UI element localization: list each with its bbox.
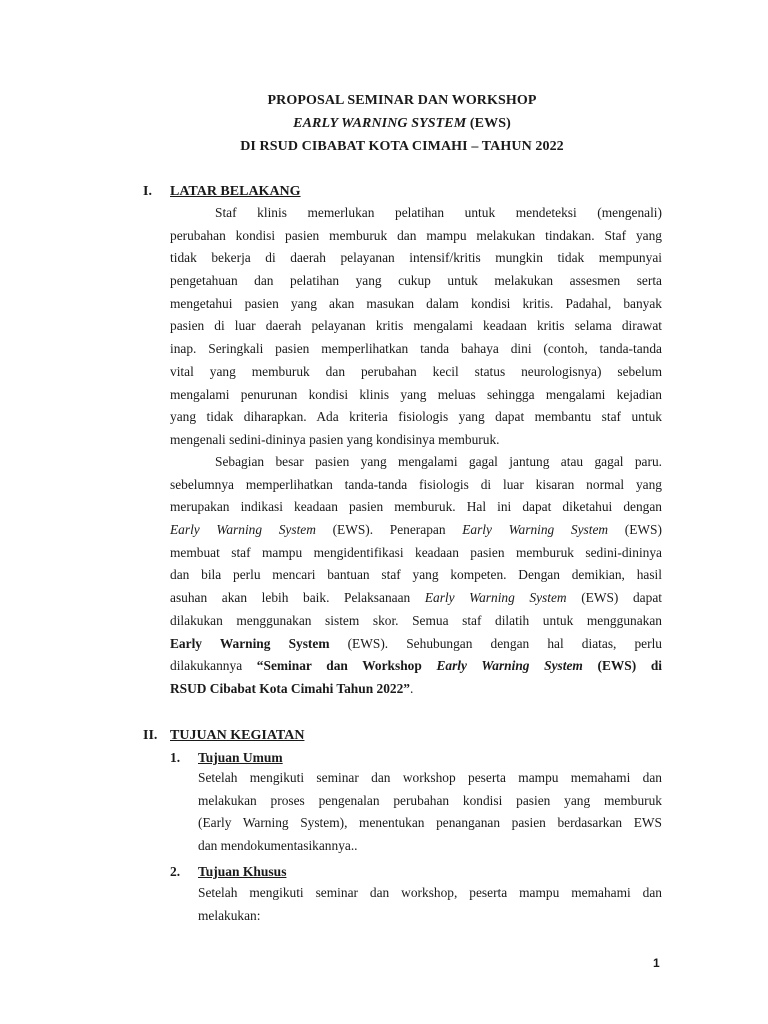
text-line: Setelah mengikuti seminar dan workshop peserta mampu memahami dan xyxy=(198,770,662,785)
text-fragment: (EWS). Sehubungan dengan hal diatas, perlu xyxy=(329,635,662,651)
text-line xyxy=(170,587,662,610)
text-line: melakukan proses pengenalan perubahan kondisi pasien yang memburuk xyxy=(198,792,662,808)
text-line: mengetahui pasien yang akan masukan dalam kondisi kritis. Padahal, banyak xyxy=(170,295,662,311)
section-2-heading: TUJUAN KEGIATAN xyxy=(170,728,305,743)
text-line: membuat staf mampu mengidentifikasi keadaan pasien memburuk sedini-dininya xyxy=(170,544,662,560)
background-paragraph-2 xyxy=(170,451,662,701)
document-title: PROPOSAL SEMINAR DAN WORKSHOP xyxy=(267,93,537,108)
text-line xyxy=(170,655,662,678)
text-line xyxy=(170,678,662,701)
text-line: yang tidak diharapkan. Ada kriteria fisiologis yang dapat membantu staf untuk xyxy=(170,409,662,425)
text-fragment: . xyxy=(409,680,414,696)
subsection-2-heading: Tujuan Khusus xyxy=(198,864,287,879)
text-line: tidak bekerja di daerah pelayanan intensif/kritis mungkin tidak mempunyai xyxy=(170,250,662,266)
event-name-bold: “Seminar dan Workshop xyxy=(256,658,437,674)
subsection-1-heading: Tujuan Umum xyxy=(198,750,283,765)
specific-objective-paragraph xyxy=(198,882,662,927)
ews-term-bold-italic: Early Warning System xyxy=(436,658,583,674)
text-fragment: dilakukannya xyxy=(170,658,257,674)
text-line: Sebagian besar pasien yang mengalami gagal jantung atau gagal paru. xyxy=(215,454,662,469)
ews-term: Early Warning System xyxy=(424,590,567,606)
text-fragment: (EWS). Penerapan xyxy=(315,522,463,538)
text-line: pengetahuan dan pelatihan yang cukup untuk melakukan assesmen serta xyxy=(170,273,662,289)
text-line: pasien di luar daerah pelayanan kritis mengalami keadaan kritis selama dirawat xyxy=(170,318,662,334)
document-location-line: DI RSUD CIBABAT KOTA CIMAHI – TAHUN 2022 xyxy=(240,139,564,154)
text-line: Setelah mengikuti seminar dan workshop, peserta mampu memahami dan xyxy=(198,885,662,900)
subtitle-italic: EARLY WARNING SYSTEM xyxy=(293,116,467,131)
background-paragraph-1 xyxy=(170,202,662,452)
text-line: merupakan indikasi keadaan pasien memburuk. Hal ini dapat diketahui dengan xyxy=(170,499,662,515)
text-line: Staf klinis memerlukan pelatihan untuk mendeteksi (mengenali) xyxy=(215,205,662,220)
ews-term: Early Warning System xyxy=(462,522,609,538)
section-2-number: II. xyxy=(143,728,158,743)
section-1-heading: LATAR BELAKANG xyxy=(170,184,301,199)
text-fragment: (EWS) xyxy=(608,522,662,538)
text-line xyxy=(170,633,662,656)
ews-term: Early Warning System xyxy=(170,522,316,538)
ews-term-bold: Early Warning System xyxy=(170,635,330,651)
text-line: vital yang memburuk dan perubahan kecil status neurologisnya) sebelum xyxy=(170,363,662,379)
subsection-2-number: 2. xyxy=(170,864,181,879)
text-line: inap. Seringkali pasien memperlihatkan tanda bahaya dini (contoh, tanda-tanda xyxy=(170,341,662,357)
general-objective-paragraph xyxy=(198,767,662,858)
text-line: mengenali sedini-dininya pasien yang kondisinya memburuk. xyxy=(170,431,500,447)
text-line xyxy=(170,519,662,542)
text-line: dan bila perlu mencari bantuan staf yang kompeten. Dengan demikian, hasil xyxy=(170,567,662,583)
page-number: 1 xyxy=(653,956,660,970)
text-line: dan mendokumentasikannya.. xyxy=(198,838,358,854)
text-line: dilakukan menggunakan sistem skor. Semua staf dilatih untuk menggunakan xyxy=(170,612,662,628)
text-line: perubahan kondisi pasien memburuk dan mampu melakukan tindakan. Staf yang xyxy=(170,227,662,243)
subsection-1-number: 1. xyxy=(170,750,181,765)
section-1-number: I. xyxy=(143,184,152,199)
text-line: melakukan: xyxy=(198,907,261,923)
text-line: mengalami penurunan kondisi klinis yang meluas sehingga mengalami kejadian xyxy=(170,386,662,402)
text-line: sebelumnya memperlihatkan tanda-tanda fisiologis di luar kisaran normal yang xyxy=(170,476,662,492)
subtitle-rest: (EWS) xyxy=(466,116,511,131)
event-name-bold: (EWS) di xyxy=(582,658,662,674)
text-fragment: asuhan akan lebih baik. Pelaksanaan xyxy=(170,590,425,606)
document-subtitle xyxy=(0,117,768,131)
text-fragment: (EWS) dapat xyxy=(566,590,662,606)
text-line: (Early Warning System), menentukan penanganan pasien berdasarkan EWS xyxy=(198,815,662,831)
event-name-bold: RSUD Cibabat Kota Cimahi Tahun 2022” xyxy=(170,680,410,696)
